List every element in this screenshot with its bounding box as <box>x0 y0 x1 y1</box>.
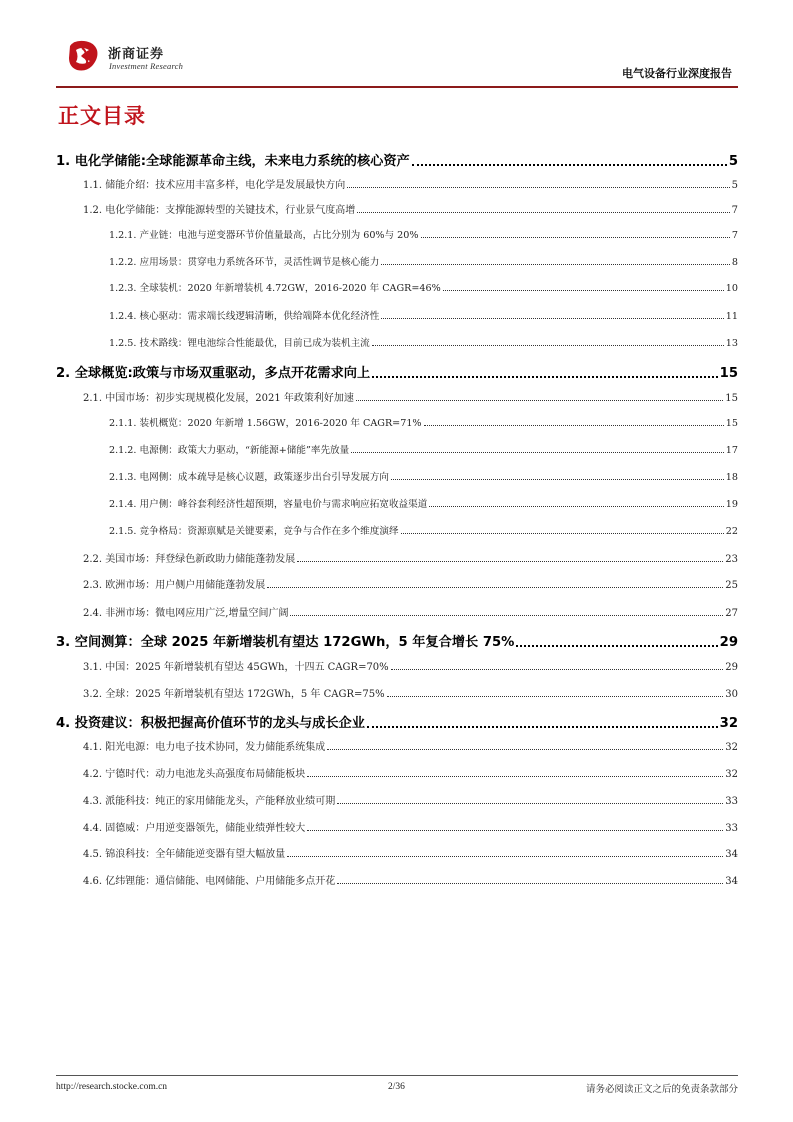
toc-entry-page: 5 <box>731 180 738 191</box>
toc-leader-dots <box>367 726 718 728</box>
toc-entry-page: 34 <box>725 849 738 860</box>
toc-entry-label: 2. 全球概览:政策与市场双重驱动，多点开花需求向上 <box>56 366 371 381</box>
toc-entry-label: 4.5. 锦浪科技：全年储能逆变器有望大幅放量 <box>83 849 286 860</box>
toc-entry-level-2[interactable] <box>56 738 738 753</box>
toc-leader-dots <box>387 696 724 697</box>
toc-entry-level-1[interactable] <box>56 150 738 169</box>
brokerage-logo-icon <box>64 36 104 76</box>
toc-entry-level-2[interactable] <box>56 176 738 191</box>
toc-entry-label: 2.1.1. 装机概览：2020 年新增 1.56GW，2016-2020 年 CAGR=71% <box>109 418 422 429</box>
toc-leader-dots <box>381 318 723 319</box>
toc-entry-level-2[interactable] <box>56 576 738 591</box>
toc-entry-level-2[interactable] <box>56 604 738 619</box>
toc-leader-dots <box>351 452 724 453</box>
toc-entry-level-2[interactable] <box>56 872 738 887</box>
page-header <box>56 28 738 84</box>
toc-entry-page: 27 <box>725 608 738 619</box>
report-type: 电气设备行业深度报告 <box>622 67 732 80</box>
toc-entry-page: 32 <box>725 769 738 780</box>
toc-leader-dots <box>287 856 723 857</box>
brand-name-en: Investment Research <box>109 61 184 71</box>
toc-entry-label: 4.2. 宁德时代：动力电池龙头高强度布局储能板块 <box>83 769 306 780</box>
toc-entry-label: 2.3. 欧洲市场：用户侧户用储能蓬勃发展 <box>83 580 266 591</box>
toc-entry-page: 19 <box>725 499 738 510</box>
toc-entry-label: 1.2.5. 技术路线：锂电池综合性能最优，目前已成为装机主流 <box>109 338 370 349</box>
toc-entry-label: 1.1. 储能介绍：技术应用丰富多样，电化学是发展最快方向 <box>83 180 346 191</box>
toc-leader-dots <box>429 506 723 507</box>
header-divider <box>56 86 738 88</box>
toc-entry-page: 25 <box>725 580 738 591</box>
toc-leader-dots <box>381 264 730 265</box>
toc-entry-level-3[interactable] <box>56 254 738 268</box>
toc-leader-dots <box>372 345 724 346</box>
toc-entry-page: 29 <box>725 662 738 673</box>
toc-leader-dots <box>412 164 727 166</box>
toc-leader-dots <box>290 615 723 616</box>
toc-entry-label: 1.2.1. 产业链：电池与逆变器环节价值量最高，占比分别为 60%与 20% <box>109 230 419 241</box>
toc-leader-dots <box>401 533 724 534</box>
toc-entry-page: 8 <box>731 257 738 268</box>
toc-entry-page: 11 <box>725 311 738 322</box>
toc-entry-level-2[interactable] <box>56 201 738 216</box>
toc-entry-label: 4.6. 亿纬锂能：通信储能、电网储能、户用储能多点开花 <box>83 876 336 887</box>
toc-entry-level-2[interactable] <box>56 765 738 780</box>
toc-leader-dots <box>307 776 723 777</box>
toc-entry-level-3[interactable] <box>56 308 738 322</box>
toc-entry-label: 4.4. 固德威：户用逆变器领先，储能业绩弹性较大 <box>83 823 306 834</box>
toc-entry-label: 2.1. 中国市场：初步实现规模化发展，2021 年政策利好加速 <box>83 393 354 404</box>
toc-entry-page: 34 <box>725 876 738 887</box>
toc-entry-level-3[interactable] <box>56 280 738 294</box>
toc-entry-level-2[interactable] <box>56 792 738 807</box>
toc-entry-page: 15 <box>725 418 738 429</box>
toc-entry-page: 32 <box>725 742 738 753</box>
toc-title: 正文目录 <box>58 104 146 128</box>
footer-divider <box>56 1075 738 1076</box>
toc-entry-page: 33 <box>725 823 738 834</box>
toc-entry-level-3[interactable] <box>56 523 738 537</box>
toc-leader-dots <box>391 669 724 670</box>
disclaimer-note: 请务必阅读正文之后的免责条款部分 <box>585 1084 738 1095</box>
toc-entry-page: 7 <box>731 230 738 241</box>
toc-entry-level-1[interactable] <box>56 712 738 731</box>
toc-entry-label: 4. 投资建议：积极把握高价值环节的龙头与成长企业 <box>56 716 365 731</box>
toc-entry-level-3[interactable] <box>56 469 738 483</box>
toc-entry-page: 23 <box>725 554 738 565</box>
toc-entry-level-3[interactable] <box>56 496 738 510</box>
toc-leader-dots <box>337 883 723 884</box>
toc-leader-dots <box>391 479 724 480</box>
toc-entry-page: 5 <box>728 154 738 169</box>
toc-leader-dots <box>337 803 723 804</box>
toc-entry-label: 4.1. 阳光电源：电力电子技术协同，发力储能系统集成 <box>83 742 326 753</box>
toc-entry-page: 29 <box>719 635 738 650</box>
toc-entry-page: 13 <box>725 338 738 349</box>
toc-entry-label: 1. 电化学储能:全球能源革命主线，未来电力系统的核心资产 <box>56 154 410 169</box>
toc-entry-page: 15 <box>719 366 738 381</box>
toc-entry-label: 1.2. 电化学储能：支撑能源转型的关键技术，行业景气度高增 <box>83 205 356 216</box>
toc-leader-dots <box>357 212 729 213</box>
toc-entry-level-2[interactable] <box>56 685 738 700</box>
toc-entry-page: 7 <box>731 205 738 216</box>
toc-entry-page: 22 <box>725 526 738 537</box>
toc-entry-page: 17 <box>725 445 738 456</box>
toc-leader-dots <box>307 830 723 831</box>
toc-entry-label: 2.1.2. 电源侧：政策大力驱动，“新能源+储能”率先放量 <box>109 445 350 456</box>
toc-entry-level-2[interactable] <box>56 819 738 834</box>
toc-entry-page: 15 <box>725 393 738 404</box>
toc-leader-dots <box>297 561 723 562</box>
toc-entry-level-2[interactable] <box>56 845 738 860</box>
toc-leader-dots <box>424 425 724 426</box>
toc-entry-level-1[interactable] <box>56 631 738 650</box>
toc-entry-page: 18 <box>725 472 738 483</box>
toc-entry-page: 32 <box>719 716 738 731</box>
toc-entry-label: 1.2.2. 应用场景：贯穿电力系统各环节，灵活性调节是核心能力 <box>109 257 380 268</box>
toc-entry-label: 1.2.3. 全球装机：2020 年新增装机 4.72GW，2016-2020 年 CAGR=46% <box>109 283 441 294</box>
toc-entry-level-2[interactable] <box>56 658 738 673</box>
toc-entry-level-3[interactable] <box>56 415 738 429</box>
toc-entry-label: 3.1. 中国：2025 年新增装机有望达 45GWh，十四五 CAGR=70% <box>83 662 389 673</box>
toc-entry-label: 3. 空间测算：全球 2025 年新增装机有望达 172GWh，5 年复合增长 75% <box>56 635 515 650</box>
toc-entry-level-1[interactable] <box>56 362 738 381</box>
toc-entry-level-3[interactable] <box>56 227 738 241</box>
toc-leader-dots <box>356 400 723 401</box>
toc-entry-label: 4.3. 派能科技：纯正的家用储能龙头，产能释放业绩可期 <box>83 796 336 807</box>
toc-entry-label: 3.2. 全球：2025 年新增装机有望达 172GWh，5 年 CAGR=75% <box>83 689 385 700</box>
toc-leader-dots <box>516 645 717 647</box>
toc-entry-label: 2.2. 美国市场：拜登绿色新政助力储能蓬勃发展 <box>83 554 296 565</box>
toc-entry-label: 1.2.4. 核心驱动：需求端长线逻辑清晰，供给端降本优化经济性 <box>109 311 380 322</box>
toc-entry-level-3[interactable] <box>56 335 738 349</box>
toc-leader-dots <box>372 376 717 378</box>
toc-leader-dots <box>443 290 724 291</box>
brand-name-cn: 浙商证券 <box>108 47 165 62</box>
footer-url[interactable]: http://research.stocke.com.cn <box>56 1082 168 1092</box>
page-number: 2/36 <box>388 1082 405 1092</box>
toc-entry-page: 33 <box>725 796 738 807</box>
toc-entry-label: 2.1.3. 电网侧：成本疏导是核心议题，政策逐步出台引导发展方向 <box>109 472 389 483</box>
toc-leader-dots <box>327 749 723 750</box>
toc-entry-level-2[interactable] <box>56 550 738 565</box>
toc-entry-label: 2.1.5. 竞争格局：资源禀赋是关键要素，竞争与合作在多个维度演绎 <box>109 526 399 537</box>
toc-entry-label: 2.1.4. 用户侧：峰谷套利经济性超预期，容量电价与需求响应拓宽收益渠道 <box>109 499 428 510</box>
toc-leader-dots <box>347 187 729 188</box>
toc-leader-dots <box>421 237 730 238</box>
toc-entry-page: 10 <box>725 283 738 294</box>
toc-entry-level-2[interactable] <box>56 389 738 404</box>
toc-entry-level-3[interactable] <box>56 442 738 456</box>
toc-entry-label: 2.4. 非洲市场：微电网应用广泛,增量空间广阔 <box>83 608 289 619</box>
toc-leader-dots <box>267 587 723 588</box>
toc-entry-page: 30 <box>725 689 738 700</box>
